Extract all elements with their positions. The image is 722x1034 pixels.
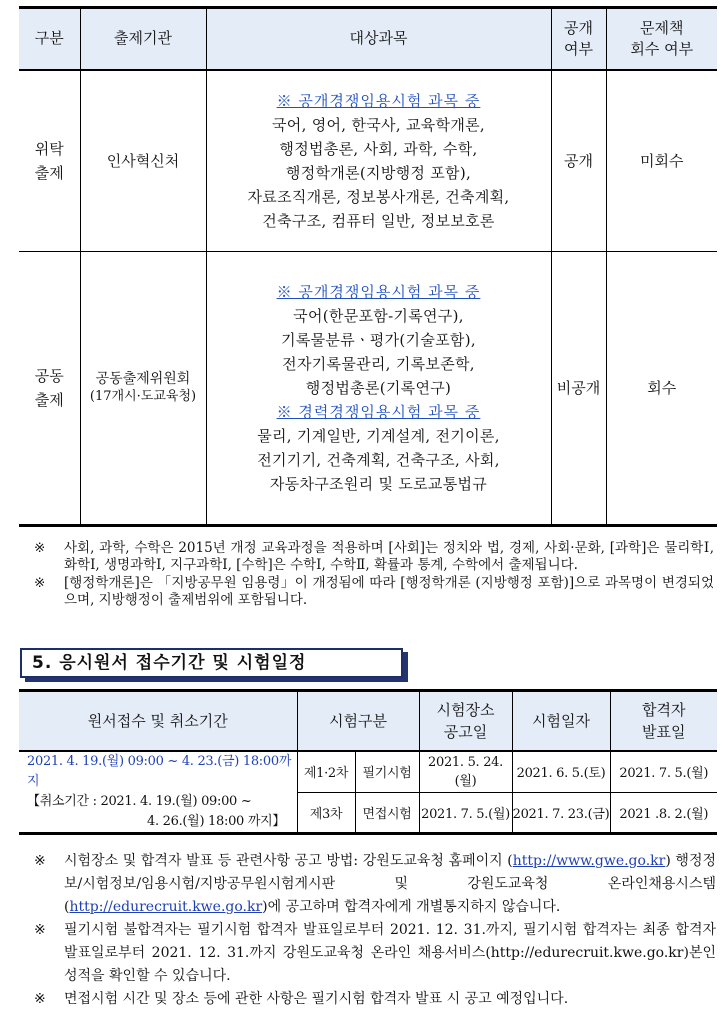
exam-subject-table (19, 6, 717, 527)
row-category (19, 70, 80, 252)
subject-line: 전자기록물관리, 기록보존학, (282, 355, 475, 373)
note-text: 면접시험 시간 및 장소 등에 관한 사항은 필기시험 합격자 발표 시 공고 예정입니다. (64, 991, 569, 1007)
note-text: 필기시험 불합격자는 필기시험 합격자 발표일로부터 2021. 12. 31.까지, 필기시험 합격자는 최종 합격자 발표일로부터 2021. 12. 31.까지 강원도교육청 온라인 채용서비스(http://edurecruit.kwe.go.kr)본인 성적을 확인할 수 있습니다. (64, 922, 716, 984)
note-item (34, 575, 714, 609)
round-cell: 제1·2차 (297, 751, 355, 793)
accept-period: 2021. 4. 19.(월) 09:00 ~ 4. 23.(금) 18:00까지 (27, 753, 292, 789)
schedule-header-row (19, 691, 717, 751)
header-venue-line1: 시험장소 (436, 700, 495, 719)
header-subjects: 대상과목 (206, 8, 551, 70)
category-line1: 공동 (34, 367, 64, 385)
result-date-cell: 2021 .8. 2.(월) (610, 792, 717, 833)
header-date: 시험일자 (512, 691, 610, 751)
agency-sub: (17개시·도교육청) (89, 389, 197, 404)
subject-line: 전기기기, 건축계획, 건축구조, 사회, (257, 451, 500, 469)
type-cell: 필기시험 (355, 751, 419, 793)
note-item (34, 988, 716, 1011)
accept-period-cell (19, 751, 297, 834)
round-cell: 제3차 (297, 792, 355, 833)
header-collect-line1: 문제책 (640, 18, 684, 37)
header-accept: 원서접수 및 취소기간 (19, 691, 297, 751)
table-row-joint (19, 252, 717, 526)
note-item (34, 850, 716, 919)
table-header-row (19, 8, 717, 70)
subject-block-heading: ※ 공개경쟁임용시험 과목 중 (276, 283, 481, 301)
cancel-period-line1: 【취소기간 : 2021. 4. 19.(월) 09:00 ~ (27, 793, 252, 809)
subject-line: 물리, 기계일반, 기계설계, 전기이론, (257, 427, 500, 445)
note-mark: ※ (34, 540, 46, 556)
note-text-part: 시험장소 및 합격자 발표 등 관련사항 공고 방법: 강원도교육청 홈페이지 ( (64, 853, 513, 869)
note-text-part: )에 공고하며 합격자에게 개별통지하지 않습니다. (262, 899, 561, 915)
subject-line: 기록물분류ㆍ평가(기술포함), (281, 331, 476, 349)
subject-line: 행정학개론(지방행정 포함), (285, 163, 472, 182)
header-result-line1: 합격자 (642, 700, 686, 719)
subject-line: 국어(한문포함-기록연구), (293, 307, 464, 325)
note-text: 사회, 과학, 수학은 2015년 개정 교육과정을 적용하며 [사회]는 정치와 법, 경제, 사회·문화, [과학]은 물리학Ⅰ, 화학Ⅰ, 생명과학Ⅰ, 지구과학Ⅰ, [수학]은 수학Ⅰ, 수학Ⅱ, 확률과 통계, 수학에서 출제됩니다. (64, 540, 714, 573)
schedule-row-written (19, 751, 717, 793)
header-public-line2: 여부 (564, 39, 593, 58)
header-public-line1: 공개 (564, 18, 593, 37)
notes-bottom (34, 850, 716, 1011)
gwe-homepage-link[interactable]: http://www.gwe.go.kr (512, 853, 666, 869)
header-category: 구분 (19, 8, 80, 70)
subject-line: 행정법총론, 사회, 과학, 수학, (279, 139, 478, 158)
type-cell: 면접시험 (355, 792, 419, 833)
cancel-period-line2: 4. 26.(월) 18:00 까지】 (147, 813, 286, 829)
note-mark: ※ (34, 991, 46, 1007)
schedule-table (19, 689, 717, 835)
note-mark: ※ (34, 853, 46, 869)
table-row-commissioned (19, 70, 717, 252)
subject-line: 자동차구조원리 및 도로교통법규 (269, 475, 488, 493)
note-text-part: ) 행정정보/시험정보/임용시험/지방공무원시험게시판 및 강원도교육청 온라인채용시스템( (64, 853, 716, 915)
header-venue-line2: 공고일 (443, 722, 488, 741)
notes-top (34, 540, 714, 610)
row-public: 비공개 (551, 252, 606, 526)
row-collect: 미회수 (606, 70, 717, 252)
category-line2: 출제 (34, 391, 64, 409)
header-agency: 출제기관 (80, 8, 206, 70)
row-agency: 인사혁신처 (80, 70, 206, 252)
note-text (64, 850, 716, 919)
header-public (551, 8, 606, 70)
note-mark: ※ (34, 922, 46, 938)
note-text: [행정학개론]은 「지방공무원 임용령」이 개정됨에 따라 [행정학개론 (지방행정 포함)]으로 과목명이 변경되었으며, 지방행정이 출제범위에 포함됩니다. (64, 575, 714, 608)
row-subjects (206, 70, 551, 252)
subject-line: 건축구조, 컴퓨터 일반, 정보보호론 (262, 211, 495, 230)
section-title: 5. 응시원서 접수기간 및 시험일정 (20, 648, 403, 678)
header-collect (606, 8, 717, 70)
row-agency (80, 252, 206, 526)
header-division: 시험구분 (297, 691, 419, 751)
subject-line: 국어, 영어, 한국사, 교육학개론, (272, 115, 485, 134)
venue-date-cell: 2021. 7. 5.(월) (419, 792, 512, 833)
exam-date-cell: 2021. 6. 5.(토) (512, 751, 610, 793)
subject-block-heading: ※ 경력경쟁임용시험 과목 중 (276, 403, 481, 421)
note-item (34, 919, 716, 988)
exam-date-cell: 2021. 7. 23.(금) (512, 792, 610, 833)
agency-name: 공동출제위원회 (95, 371, 191, 387)
category-line2: 출제 (34, 163, 64, 182)
subject-line: 자료조직개론, 정보봉사개론, 건축계획, (247, 187, 510, 206)
subject-block-heading: ※ 공개경쟁임용시험 과목 중 (276, 91, 481, 110)
note-item (34, 540, 714, 574)
header-collect-line2: 회수 여부 (630, 39, 694, 58)
subject-line: 행정법총론(기록연구) (305, 379, 452, 397)
header-venue (419, 691, 512, 751)
row-collect: 회수 (606, 252, 717, 526)
note-mark: ※ (34, 575, 46, 591)
row-public: 공개 (551, 70, 606, 252)
header-result-line2: 발표일 (642, 722, 686, 741)
result-date-cell: 2021. 7. 5.(월) (610, 751, 717, 793)
venue-date-cell: 2021. 5. 24.(월) (419, 751, 512, 793)
category-line1: 위탁 (34, 139, 64, 158)
row-subjects (206, 252, 551, 526)
header-result (610, 691, 717, 751)
edurecruit-link[interactable]: http://edurecruit.kwe.go.kr (69, 899, 263, 915)
row-category (19, 252, 80, 526)
